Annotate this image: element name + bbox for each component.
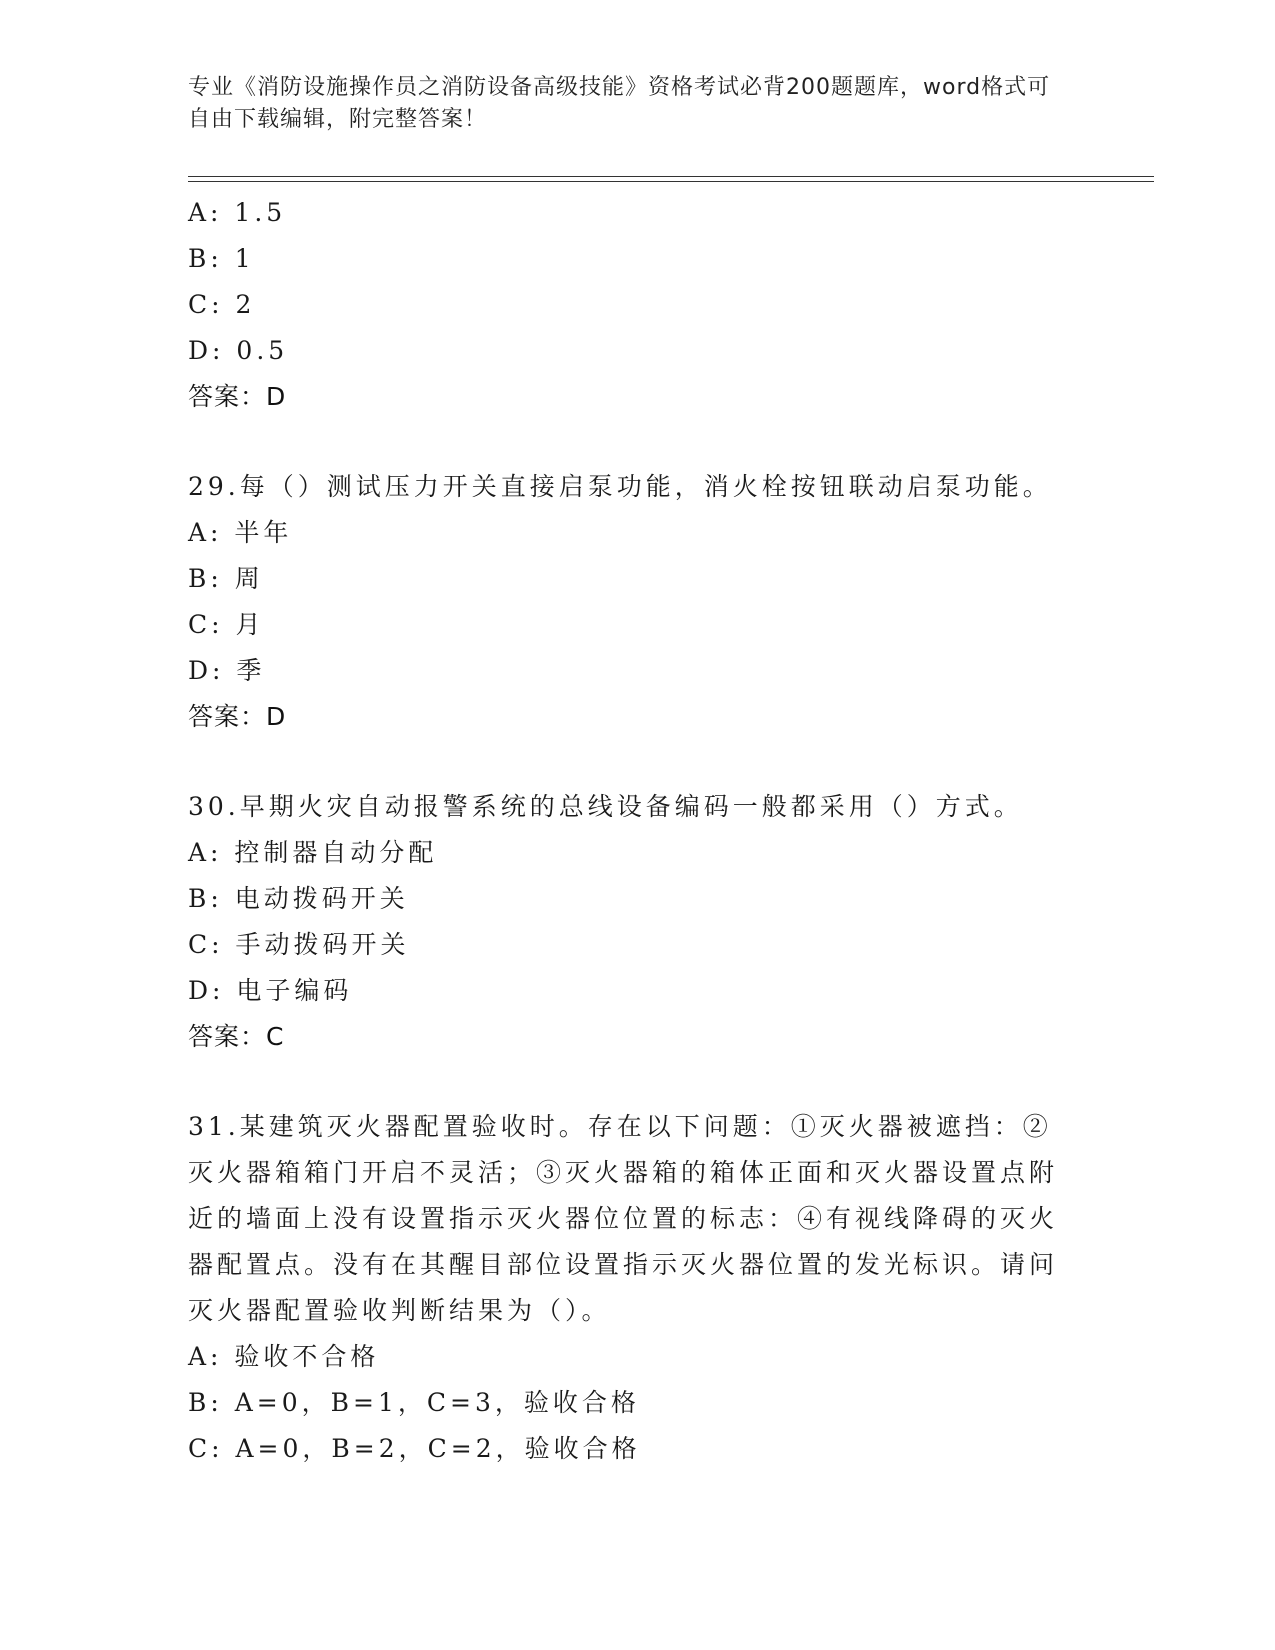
answer-line: 答案：D	[188, 702, 287, 731]
question-30	[188, 784, 1088, 1060]
option-b: B: 1	[188, 244, 255, 273]
header-divider-top	[188, 176, 1154, 177]
option-d: D: 电子编码	[188, 976, 353, 1005]
option-b: B: 电动拨码开关	[188, 884, 409, 913]
option-c: C: 2	[188, 290, 256, 319]
document-header: 专业《消防设施操作员之消防设备高级技能》资格考试必背200题题库，word格式可自由下载编辑，附完整答案！	[188, 75, 1051, 132]
option-d: D: 0.5	[188, 336, 289, 365]
answer-line: 答案：D	[188, 382, 287, 411]
header-divider-bottom	[188, 181, 1154, 182]
option-c: C: 手动拨码开关	[188, 930, 410, 959]
spacer	[188, 740, 1088, 784]
question-list	[188, 190, 1088, 1472]
option-b: B: 周	[188, 564, 264, 593]
option-a: A: 1.5	[188, 198, 287, 227]
option-b: B: A=0，B=1，C=3，验收合格	[188, 1388, 640, 1417]
question-31	[188, 1104, 1088, 1472]
spacer	[188, 1060, 1088, 1104]
option-a: A: 半年	[188, 518, 293, 547]
question-stem: 31.某建筑灭火器配置验收时。存在以下问题：①灭火器被遮挡：②灭火器箱箱门开启不灵活；③灭火器箱的箱体正面和灭火器设置点附近的墙面上没有设置指示灭火器位位置的标志：④有视线降碍的灭火器配置点。没有在其醒目部位设置指示灭火器位置的发光标识。请问灭火器配置验收判断结果为（）。	[188, 1112, 1059, 1325]
question-28-continued	[188, 190, 1088, 420]
option-a: A: 控制器自动分配	[188, 838, 438, 867]
option-c: C: 月	[188, 610, 265, 639]
question-stem: 30.早期火灾自动报警系统的总线设备编码一般都采用（）方式。	[188, 792, 1023, 821]
option-a: A: 验收不合格	[188, 1342, 380, 1371]
option-c: C: A=0，B=2，C=2，验收合格	[188, 1434, 641, 1463]
option-d: D: 季	[188, 656, 266, 685]
spacer	[188, 420, 1088, 464]
question-29	[188, 464, 1088, 740]
question-stem: 29.每（）测试压力开关直接启泵功能，消火栓按钮联动启泵功能。	[188, 472, 1052, 501]
answer-line: 答案：C	[188, 1022, 285, 1051]
